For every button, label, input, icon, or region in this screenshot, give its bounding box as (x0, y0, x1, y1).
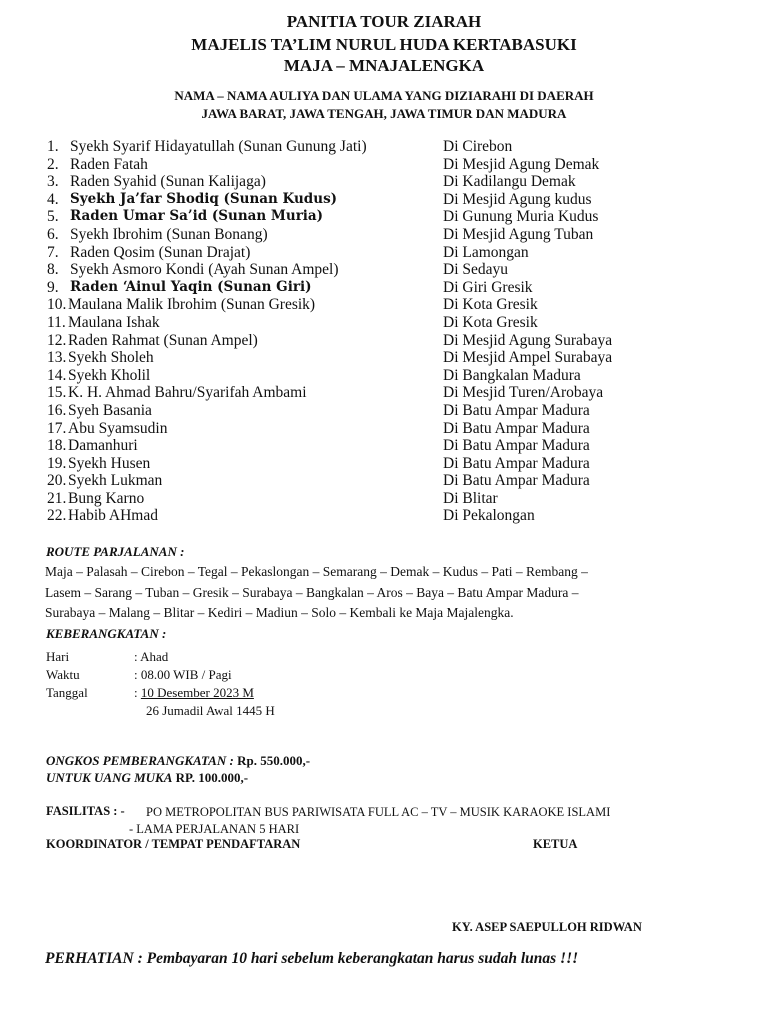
item-number: 19. (47, 454, 67, 472)
payment-notice: PERHATIAN : Pembayaran 10 hari sebelum keberangkatan harus sudah lunas !!! (45, 950, 579, 967)
item-name: Raden ‘Ainul Yaqin (Sunan Giri) (70, 278, 312, 295)
item-number: 18. (47, 437, 67, 455)
item-name: Syekh Kholil (68, 366, 151, 384)
item-name: Syekh Ja’far Shodiq (Sunan Kudus) (70, 190, 338, 207)
route-line: Maja – Palasah – Cirebon – Tegal – Pekaslongan – Semarang – Demak – Kudus – Pati – Rembang – (45, 564, 588, 579)
list-item (47, 208, 747, 226)
item-number: 13. (47, 349, 67, 367)
item-name: Raden Umar Sa’id (Sunan Muria) (70, 208, 324, 225)
list-item (47, 191, 747, 209)
list-item (47, 472, 747, 490)
list-item (47, 332, 747, 350)
item-number: 11. (47, 313, 66, 331)
item-place: Di Mesjid Turen/Arobaya (443, 384, 604, 402)
list-item (47, 349, 747, 367)
item-name: Bung Karno (68, 489, 145, 507)
list-item (47, 244, 747, 262)
facilities-line-1: PO METROPOLITAN BUS PARIWISATA FULL AC – TV – MUSIK KARAOKE ISLAMI (146, 805, 611, 819)
item-name: Raden Rahmat (Sunan Ampel) (68, 331, 258, 349)
item-place: Di Pekalongan (443, 507, 535, 525)
item-number: 14. (47, 366, 67, 384)
item-place: Di Bangkalan Madura (443, 366, 581, 384)
item-number: 22. (47, 507, 67, 525)
item-place: Di Batu Ampar Madura (443, 454, 590, 472)
subtitle-line-2: JAWA BARAT, JAWA TENGAH, JAWA TIMUR DAN MADURA (201, 106, 567, 121)
item-place: Di Kota Gresik (443, 313, 538, 331)
list-item (47, 367, 747, 385)
item-number: 6. (47, 225, 59, 243)
item-name: Maulana Ishak (68, 313, 160, 331)
item-place: Di Cirebon (443, 138, 513, 155)
item-number: 1. (47, 138, 59, 155)
facilities-line-2: - LAMA PERJALANAN 5 HARI (129, 822, 300, 836)
route-heading: ROUTE PARJALANAN : (46, 544, 185, 559)
item-name: Damanhuri (68, 437, 138, 455)
item-place: Di Kota Gresik (443, 296, 538, 314)
item-number: 20. (47, 472, 67, 490)
item-place: Di Sedayu (443, 261, 509, 279)
ketua-label: KETUA (533, 837, 578, 851)
item-name: Habib AHmad (68, 507, 158, 525)
cost-label: ONGKOS PEMBERANGKATAN : (46, 753, 234, 768)
item-number: 12. (47, 331, 67, 349)
item-number: 10. (47, 296, 67, 314)
item-name: Abu Syamsudin (68, 419, 168, 437)
departure-heading: KEBERANGKATAN : (46, 626, 167, 641)
item-number: 8. (47, 261, 59, 279)
item-place: Di Giri Gresik (443, 278, 533, 296)
list-item (47, 455, 747, 473)
item-number: 9. (47, 278, 59, 296)
item-place: Di Lamongan (443, 243, 529, 261)
item-name: Syekh Sholeh (68, 349, 154, 367)
title-line-2: MAJELIS TA’LIM NURUL HUDA KERTABASUKI (191, 35, 577, 54)
item-place: Di Mesjid Agung Surabaya (443, 331, 613, 349)
item-number: 3. (47, 173, 59, 191)
date-value-wrap (134, 685, 254, 701)
item-number: 21. (47, 489, 67, 507)
item-number: 16. (47, 401, 67, 419)
item-place: Di Kadilangu Demak (443, 173, 576, 191)
item-place: Di Batu Ampar Madura (443, 419, 590, 437)
subtitle-line-1: NAMA – NAMA AULIYA DAN ULAMA YANG DIZIARAHI DI DAERAH (174, 88, 594, 103)
list-item (47, 420, 747, 438)
item-place: Di Batu Ampar Madura (443, 401, 590, 419)
item-place: Di Mesjid Ampel Surabaya (443, 349, 613, 367)
route-line: Lasem – Sarang – Tuban – Gresik – Surabaya – Bangkalan – Aros – Baya – Batu Ampar Madura – (45, 584, 579, 600)
title-line-1: PANITIA TOUR ZIARAH (286, 12, 482, 31)
hijri-date: 26 Jumadil Awal 1445 H (146, 703, 275, 718)
item-name: Maulana Malik Ibrohim (Sunan Gresik) (68, 296, 316, 314)
item-number: 15. (47, 384, 67, 402)
cost-value: Rp. 550.000,- (237, 753, 311, 768)
list-item (47, 156, 747, 174)
item-name: Syekh Syarif Hidayatullah (Sunan Gunung Jati) (70, 138, 367, 155)
item-place: Di Batu Ampar Madura (443, 472, 590, 490)
item-name: Syekh Lukman (68, 472, 163, 490)
item-name: Syeh Basania (68, 401, 152, 419)
item-name: Raden Qosim (Sunan Drajat) (70, 243, 251, 261)
day-value: : Ahad (134, 649, 169, 664)
list-item (47, 384, 747, 402)
list-item (47, 261, 747, 279)
item-number: 4. (47, 190, 59, 208)
signer-name: KY. ASEP SAEPULLOH RIDWAN (452, 920, 642, 934)
route-text (45, 562, 735, 624)
item-name: K. H. Ahmad Bahru/Syarifah Ambami (68, 384, 307, 402)
down-payment-value: RP. 100.000,- (175, 770, 249, 785)
down-payment-label: UNTUK UANG MUKA (46, 770, 173, 785)
list-item (47, 296, 747, 314)
list-item (47, 437, 747, 455)
title-line-3: MAJA – MNAJALENGKA (283, 56, 485, 75)
day-label: Hari (46, 649, 70, 664)
item-number: 17. (47, 419, 67, 437)
item-name: Syekh Ibrohim (Sunan Bonang) (70, 225, 268, 243)
item-name: Syekh Husen (68, 454, 151, 472)
list-item (47, 402, 747, 420)
item-place: Di Batu Ampar Madura (443, 437, 590, 455)
item-name: Syekh Asmoro Kondi (Ayah Sunan Ampel) (70, 261, 339, 279)
item-place: Di Mesjid Agung Tuban (443, 225, 594, 243)
list-item (47, 173, 747, 191)
list-item (47, 226, 747, 244)
down-payment-line (46, 770, 248, 786)
list-item (47, 490, 747, 508)
item-place: Di Mesjid Agung Demak (443, 155, 600, 173)
facilities-label: FASILITAS : - (46, 804, 125, 818)
item-place: Di Blitar (443, 489, 498, 507)
list-item (47, 314, 747, 332)
item-number: 5. (47, 208, 59, 226)
list-item (47, 138, 747, 156)
date-colon: : (134, 685, 141, 700)
item-place: Di Gunung Muria Kudus (443, 208, 599, 226)
time-value: : 08.00 WIB / Pagi (134, 667, 232, 682)
date-label: Tanggal (46, 685, 88, 700)
auliya-list (47, 138, 747, 525)
item-name: Raden Fatah (70, 155, 148, 173)
item-place: Di Mesjid Agung kudus (443, 190, 592, 208)
list-item (47, 507, 747, 525)
cost-line (46, 753, 310, 769)
item-name: Raden Syahid (Sunan Kalijaga) (70, 173, 266, 191)
route-line: Surabaya – Malang – Blitar – Kediri – Madiun – Solo – Kembali ke Maja Majalengka. (45, 605, 514, 620)
time-label: Waktu (46, 667, 80, 682)
item-number: 7. (47, 243, 59, 261)
coordinator-label: KOORDINATOR / TEMPAT PENDAFTARAN (46, 837, 301, 851)
date-value: 10 Desember 2023 M (140, 685, 254, 700)
item-number: 2. (47, 155, 59, 173)
list-item (47, 279, 747, 297)
